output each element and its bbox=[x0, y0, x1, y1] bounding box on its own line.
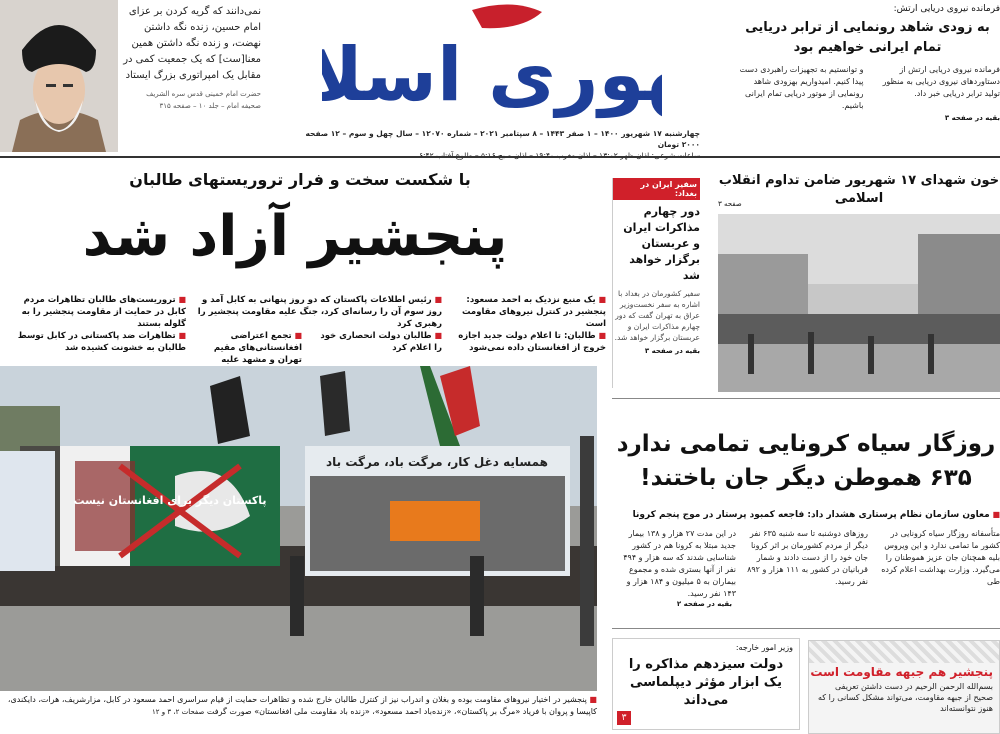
navy-body-b: و توانستیم به تجهیزات راهبردی دست پیدا کنیم. امیدواریم بهزودی شاهد رونمایی از موتور دریایی تمام ایرانی باشیم. bbox=[739, 65, 864, 110]
protest-photo bbox=[0, 366, 597, 691]
fm-headline: دولت سیزدهم مذاکره را یک ابزار مؤثر دیپلماسی می‌داند bbox=[628, 657, 784, 708]
corona-col-3: در این مدت ۲۷ هزار و ۱۳۸ بیمار جدید مبتلا به کرونا هم در کشور شناسایی شدند که سه هزار و ۴۹۴ نفر از آنها بستری شده و مجموع بیماران به ۵ میلیون و ۱۸۴ هزار و ۱۴۳ نفر رسید. bbox=[623, 529, 736, 598]
martyrs-story bbox=[718, 172, 1000, 392]
masthead-logo bbox=[322, 0, 662, 130]
bullet-item: ■ طالبان دولت انحصاری خود را اعلام کرد bbox=[310, 330, 442, 354]
photo-caption bbox=[0, 694, 597, 718]
martyrs-headline: خون شهدای ۱۷ شهریور ضامن تداوم انقلاب اسلامی bbox=[718, 173, 1000, 206]
quote-text: نمی‌دانند که گریه کردن بر عزای امام حسین، زنده نگه داشتن نهضت، و زنده نگه داشتن همین معنا[ست] که یک جمعیت کمی در مقابل یک امپراتوری بزرگ ایستاد bbox=[123, 6, 261, 81]
banner-left-text: پاکستان دیگر برای افغانستان نیست bbox=[73, 494, 267, 507]
envoy-body: سفیر کشورمان در بغداد با اشاره به سفر نخست‌وزیر عراق به تهران گفت که دور چهارم مذاکرات ایران و عربستان برگزار خواهد شد. bbox=[614, 289, 700, 342]
quote-box bbox=[121, 4, 261, 152]
navy-story bbox=[735, 0, 1000, 152]
corona-subhead: ■ معاون سازمان نظام پرستاری هشدار داد: فاجعه کمبود پرستار در موج پنجم کرونا bbox=[612, 510, 1000, 520]
corona-col-1: متأسفانه روزگار سیاه کرونایی در کشور ما تمامی ندارد و این ویروس بلیه همچنان جان عزیز هموطنان را می‌گیرد. وزارت بهداشت اعلام کرده طی bbox=[881, 529, 1000, 586]
caption-ref: صفحات ۲، ۳ و ۱۲ bbox=[152, 708, 205, 716]
bullet-item: ■ رئیس اطلاعات پاکستان که دو روز پنهانی به کابل آمد و روز سوم آن را رسانه‌ای کرد، جنگ علیه مقاومت پنجشیر را رهبری کرد bbox=[192, 294, 442, 330]
foreign-minister-story bbox=[612, 638, 800, 730]
martyrs-ref: صفحه ۳ bbox=[718, 200, 742, 208]
martyrs-photo bbox=[718, 214, 1000, 392]
portrait-image bbox=[0, 0, 118, 152]
bullet-item: ■ تظاهرات ضد پاکستانی در کابل توسط طالبان به خشونت کشیده شد bbox=[8, 330, 186, 354]
corona-headline-2: ۶۳۵ هموطن دیگر جان باختند! bbox=[640, 465, 972, 491]
envoy-story bbox=[612, 178, 704, 388]
corona-col-2: روزهای دوشنبه تا سه شنبه ۶۳۵ نفر دیگر از مردم کشورمان بر اثر کرونا جان خود را از دست دادند و شمار قربانیان در کشور به ۱۱۱ هزار و ۸۹۲ نفر رسید. bbox=[747, 529, 868, 586]
envoy-more: بقیه در صفحه ۳ bbox=[644, 347, 700, 355]
editorial-body: بسم‌الله الرحمن الرحیم در دست داشتن تعریفی صحیح از جبهه مقاومت، می‌تواند مشکل کسانی را که هنوز نتوانسته‌اند bbox=[818, 682, 993, 713]
section-divider bbox=[612, 398, 1000, 399]
lead-kicker: با شکست سخت و فرار تروریستهای طالبان bbox=[129, 170, 471, 189]
navy-more: بقیه در صفحه ۳ bbox=[944, 114, 1000, 122]
envoy-headline: دور چهارم مذاکرات ایران و عربستان برگزار خواهد شد bbox=[623, 205, 700, 282]
bullet-item: ■ تجمع اعتراضی افغانستانی‌های مقیم تهران و مشهد علیه bbox=[192, 330, 302, 378]
corona-more: بقیه در صفحه ۲ bbox=[676, 600, 732, 608]
editorial-box bbox=[808, 640, 1000, 734]
navy-body-a: فرمانده نیروی دریایی ارتش از دستاوردهای نیروی دریایی به منظور تولید ترابر دریایی خبر داد. bbox=[882, 65, 1000, 98]
banner-right-text: همسایه دغل کار، مرگت باد، مرگت باد bbox=[326, 455, 548, 469]
corona-headline: روزگار سیاه کرونایی تمامی ندارد bbox=[616, 431, 996, 457]
fm-kicker: وزیر امور خارجه: bbox=[735, 643, 793, 652]
envoy-kicker: سفیر ایران در بغداد: bbox=[613, 178, 700, 200]
bullet-item: ■ یک منبع نزدیک به احمد مسعود: پنجشیر در کنترل نیروهای مقاومت است bbox=[456, 294, 606, 330]
bullet-item: ■ تروریست‌های طالبان تظاهرات مردم کابل در حمایت از مقاومت پنجشیر را به گلوله بستند bbox=[8, 294, 186, 330]
navy-headline: به زودی شاهد رونمایی از ترابر دریایی تمام ایرانی خواهیم بود bbox=[745, 20, 990, 55]
issue-date: چهارشنبه ۱۷ شهریور ۱۴۰۰ – ۱ صفر ۱۴۴۳ – ۸ سپتامبر ۲۰۲۱ – شماره ۱۲۰۷۰ – سال چهل و سوم – ۱۲ صفحه ۲۰۰۰ تومان bbox=[305, 129, 700, 149]
section-divider bbox=[612, 628, 1000, 629]
caption-text: ■ پنجشیر در اختیار نیروهای مقاومت بوده و بغلان و اندراب نیز از کنترل طالبان خارج شده و تظاهرات حمایت از قیام سراسری احمد مسعود در کابل، مزارشریف، هرات، دایکندی، کاپیسا و پروان با فریاد «مرگ بر پاکستان»، «زنده‌باد احمد مسعود»، «زنده باد مقاومت ملی افغانستان» صورت گرفت bbox=[8, 695, 597, 716]
quote-source: حضرت امام خمینی قدس سره الشریف bbox=[146, 90, 261, 98]
quote-ref: صحیفه امام – جلد ۱۰ – صفحه ۳۱۵ bbox=[159, 102, 261, 110]
editorial-headline: پنجشیر هم جبهه مقاومت است bbox=[810, 665, 993, 679]
lead-bullets bbox=[0, 290, 608, 365]
fm-page-number: ۳ bbox=[617, 711, 631, 725]
masthead-title: وری اسل bbox=[336, 32, 645, 118]
navy-kicker: فرمانده نیروی دریایی ارتش: bbox=[893, 4, 1000, 14]
bullet-item: ■ طالبان: تا اعلام دولت جدید اجازه خروج از افغانستان داده نمی‌شود bbox=[456, 330, 606, 354]
lead-headline: پنجشیر آزاد شد bbox=[82, 204, 508, 269]
header-divider bbox=[0, 156, 1000, 158]
editorial-banner bbox=[809, 641, 999, 663]
